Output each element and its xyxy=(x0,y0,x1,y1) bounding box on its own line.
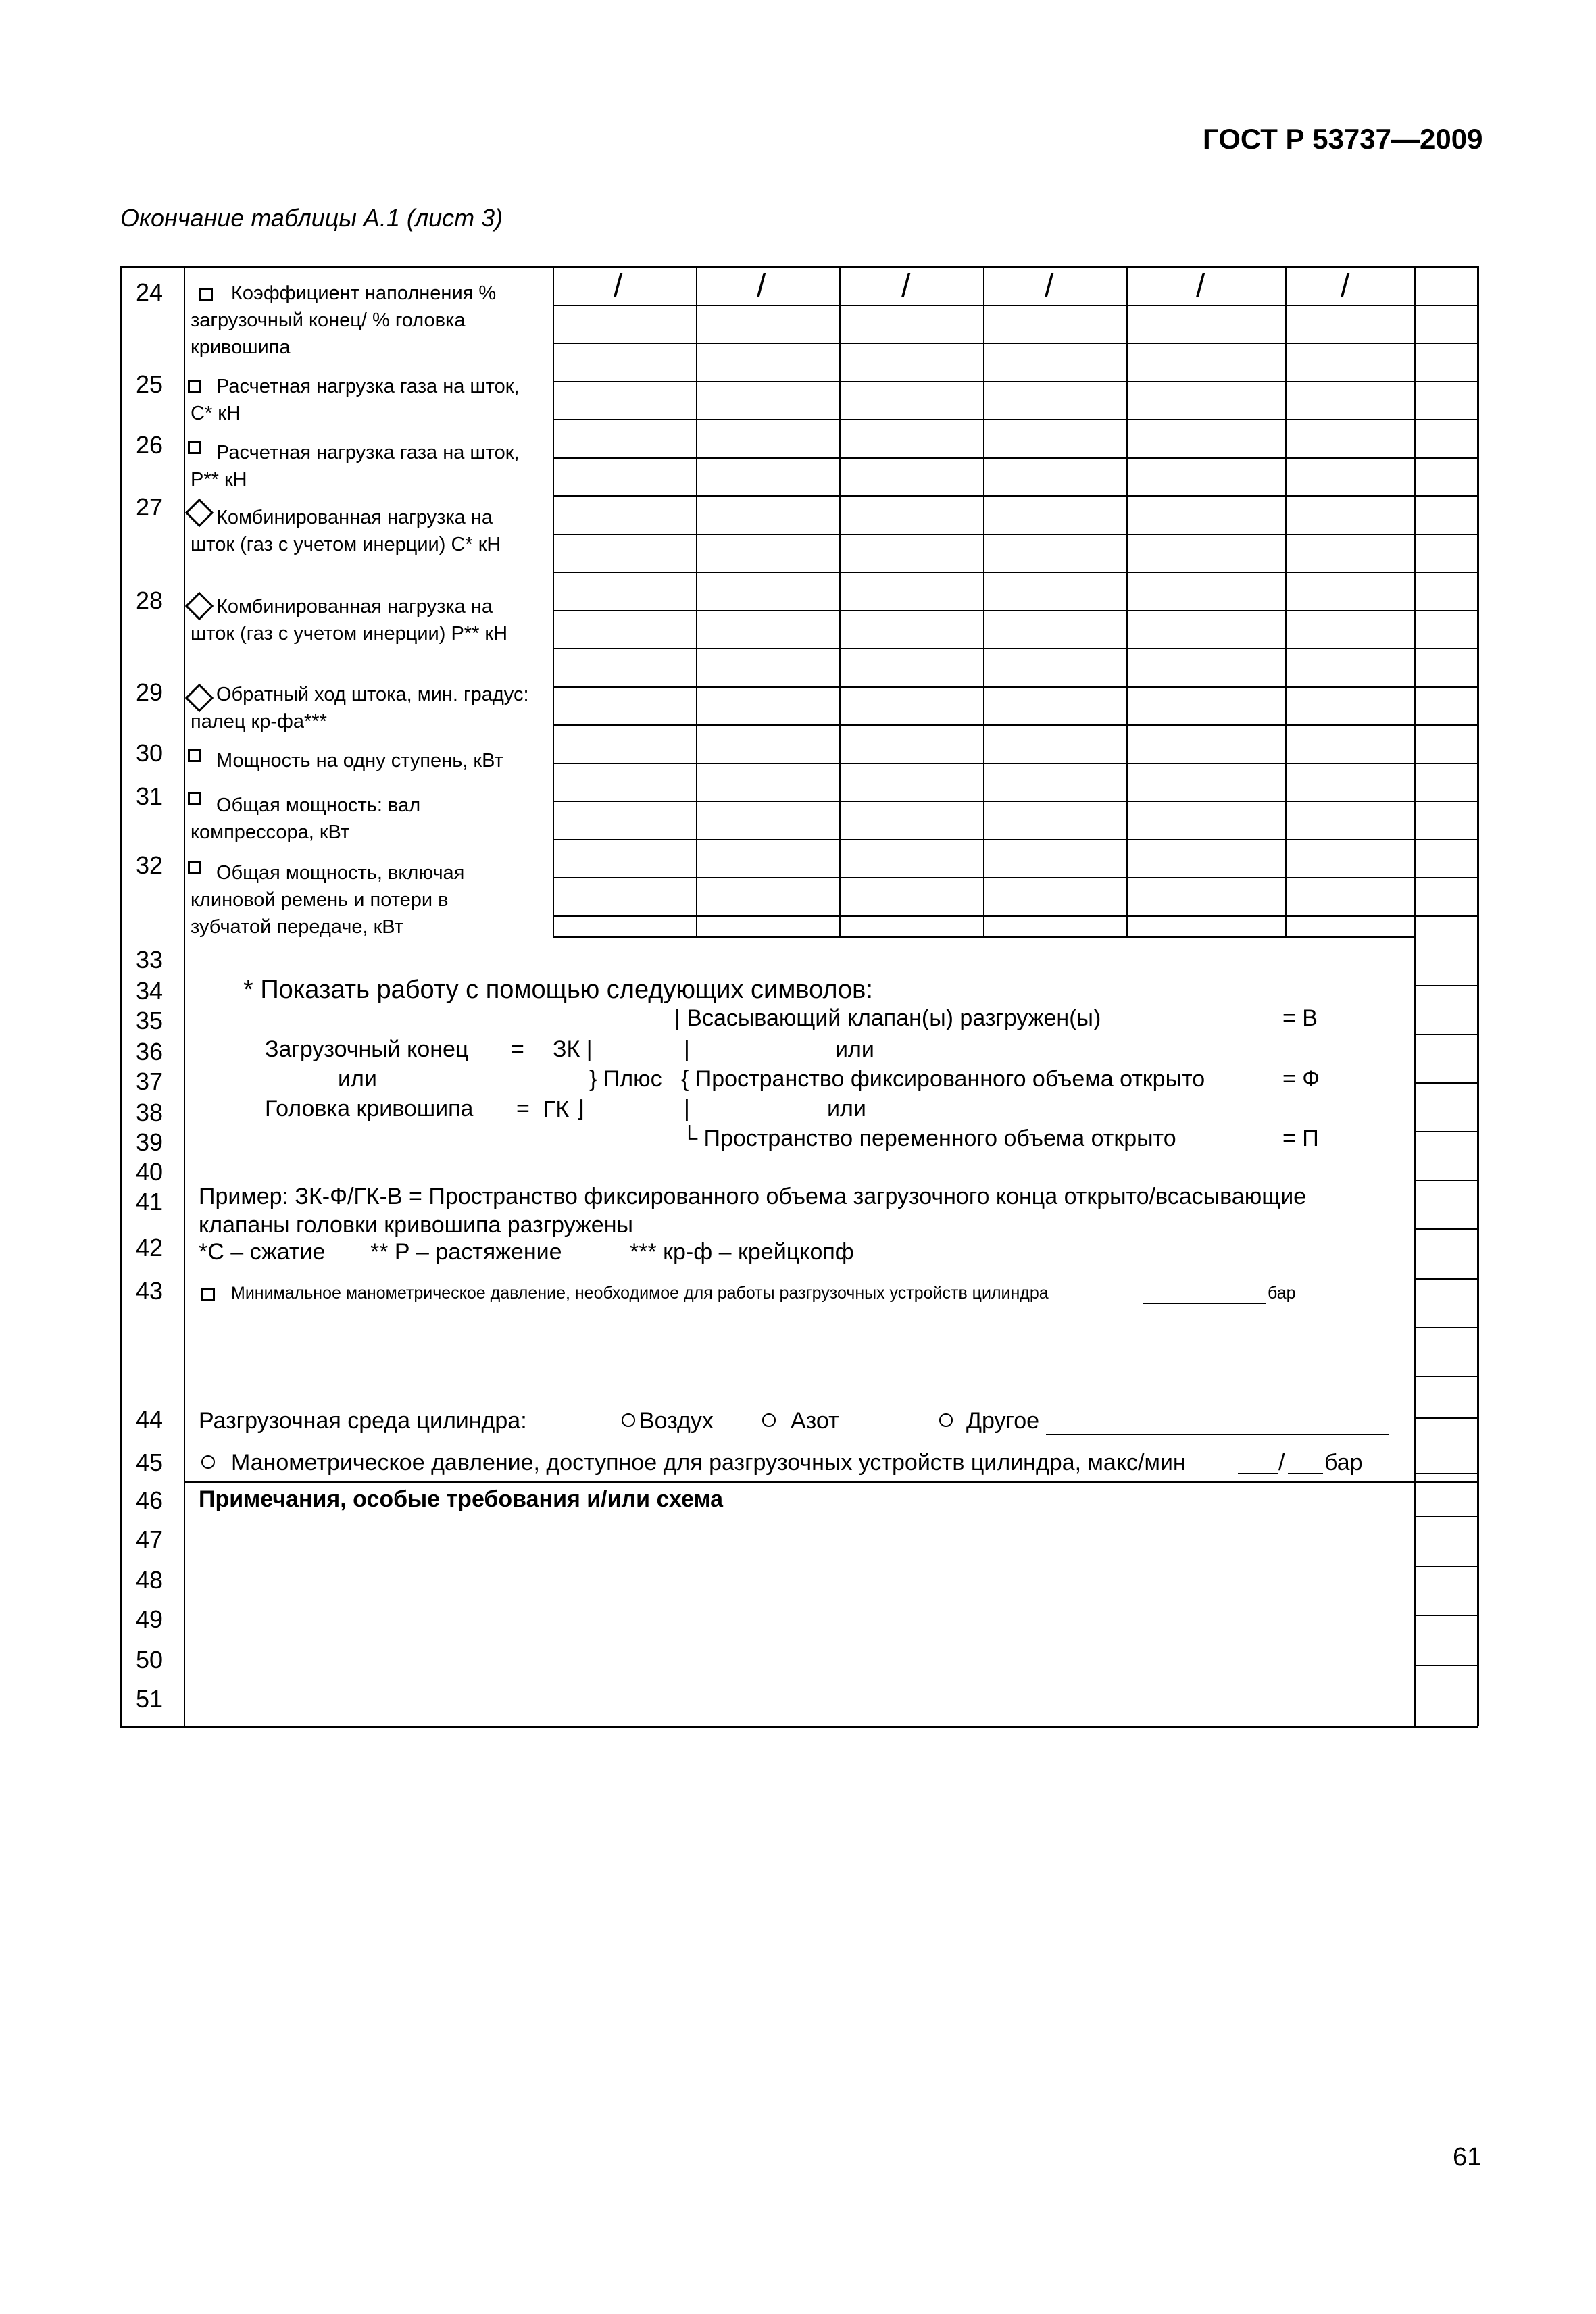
legend-plus: } Плюс xyxy=(589,1066,662,1092)
legend-crank-code: ГК ⌋ xyxy=(543,1097,584,1122)
slash-mark: / xyxy=(757,268,766,304)
row-number: 49 xyxy=(135,1605,164,1633)
row-description: Мощность на одну ступень, кВт xyxy=(216,750,503,772)
table-rule xyxy=(1126,266,1128,936)
example-text: клапаны головки кривошипа разгружены xyxy=(199,1212,633,1238)
table-rule xyxy=(553,936,1414,938)
page-number: 61 xyxy=(1453,2143,1482,2171)
row-number: 24 xyxy=(135,278,164,306)
table-rule xyxy=(1414,1417,1478,1419)
row-description: Расчетная нагрузка газа на шток, С* кН xyxy=(191,376,520,424)
footnote-kf: *** кр-ф – крейцкопф xyxy=(630,1239,854,1265)
table-rule xyxy=(983,266,984,936)
table-rule xyxy=(553,763,1478,764)
table-rule xyxy=(1414,1665,1478,1666)
radio-nitrogen-label: Азот xyxy=(791,1408,839,1434)
row-number: 27 xyxy=(135,493,164,521)
table-rule xyxy=(553,915,1478,917)
legend-crank-head: Головка кривошипа xyxy=(265,1096,474,1122)
row-number: 36 xyxy=(135,1038,164,1065)
row-number: 41 xyxy=(135,1188,164,1215)
row-description: Комбинированная нагрузка на шток (газ с учетом инерции) С* кН xyxy=(191,507,501,555)
table-rule xyxy=(553,724,1478,726)
legend-suction: | Всасывающий клапан(ы) разгружен(ы) xyxy=(674,1005,1101,1031)
row-number: 42 xyxy=(135,1234,164,1261)
slash-mark: / xyxy=(901,268,911,304)
slash-mark: / xyxy=(614,268,623,304)
table-rule xyxy=(1414,1327,1478,1328)
row-number: 38 xyxy=(135,1099,164,1126)
radio-nitrogen[interactable] xyxy=(762,1413,776,1427)
table-rule xyxy=(1414,1082,1478,1084)
legend-fixed-code: = Ф xyxy=(1282,1066,1320,1092)
row-description: Общая мощность, включая клиновой ремень и потери в зубчатой передаче, кВт xyxy=(191,862,465,938)
row-description: Комбинированная нагрузка на шток (газ с учетом инерции) Р** кН xyxy=(191,596,508,645)
table-rule xyxy=(553,877,1478,878)
table-rule xyxy=(1414,1566,1478,1567)
table-rule xyxy=(184,1481,1478,1483)
table-rule xyxy=(553,266,554,936)
row-description: Расчетная нагрузка газа на шток, Р** кН xyxy=(191,442,520,491)
radio-air-label: Воздух xyxy=(639,1408,714,1434)
row-number: 30 xyxy=(135,739,164,767)
row-description: Обратный ход штока, мин. градус: палец кр-фа*** xyxy=(191,684,529,732)
pressure-sep: / xyxy=(1278,1450,1285,1476)
row-number: 33 xyxy=(135,946,164,974)
row-number: 34 xyxy=(135,977,164,1005)
row-number: 45 xyxy=(135,1449,164,1476)
legend-variable-code: = П xyxy=(1282,1126,1319,1151)
row-description: Общая мощность: вал компрессора, кВт xyxy=(191,795,421,843)
legend-or-left: или xyxy=(338,1066,377,1092)
row-number: 50 xyxy=(135,1646,164,1674)
table-rule xyxy=(1414,1376,1478,1377)
slash-mark: / xyxy=(1196,268,1205,304)
table-rule xyxy=(553,648,1478,649)
row-description: Коэффициент наполнения % загрузочный конец/ % головка кривошипа xyxy=(191,282,497,358)
min-pressure-avail-field[interactable] xyxy=(1288,1473,1323,1474)
table-rule xyxy=(1414,1131,1478,1132)
table-rule xyxy=(1414,1034,1478,1035)
row-number: 31 xyxy=(135,782,164,810)
table-rule xyxy=(839,266,841,936)
table-rule xyxy=(553,839,1478,840)
footnote-c: *С – сжатие xyxy=(199,1239,326,1265)
row-number: 43 xyxy=(135,1277,164,1305)
pressure-unit: бар xyxy=(1324,1450,1363,1476)
row-number: 51 xyxy=(135,1685,164,1713)
row-number: 39 xyxy=(135,1128,164,1156)
table-rule xyxy=(553,343,1478,344)
table-rule xyxy=(1477,266,1479,1726)
legend-or-right: или xyxy=(827,1096,866,1122)
min-pressure-unit: бар xyxy=(1268,1284,1296,1303)
table-rule xyxy=(184,266,185,1726)
table-rule xyxy=(553,457,1478,459)
footnote-p: ** Р – растяжение xyxy=(370,1239,562,1265)
row-number: 29 xyxy=(135,678,164,706)
row-number: 28 xyxy=(135,586,164,614)
legend-variable-space: └ Пространство переменного объема открыто xyxy=(681,1126,1176,1151)
row-number: 37 xyxy=(135,1067,164,1095)
row-number: 46 xyxy=(135,1486,164,1514)
row-number: 35 xyxy=(135,1007,164,1034)
table-rule xyxy=(553,305,1478,306)
slash-mark: / xyxy=(1341,268,1350,304)
table-rule xyxy=(553,381,1478,382)
radio-other-label: Другое xyxy=(966,1408,1040,1434)
row-number: 25 xyxy=(135,370,164,398)
row-number: 26 xyxy=(135,431,164,459)
table-rule xyxy=(553,419,1478,420)
row-number: 47 xyxy=(135,1526,164,1553)
slash-mark: / xyxy=(1045,268,1054,304)
row-number: 48 xyxy=(135,1566,164,1594)
legend-bar: | xyxy=(684,1036,690,1062)
table-rule xyxy=(1414,985,1478,986)
table-rule xyxy=(120,266,1478,268)
table-rule xyxy=(696,266,697,936)
table-rule xyxy=(553,686,1478,688)
table-rule xyxy=(553,610,1478,611)
legend-suction-code: = В xyxy=(1282,1005,1318,1031)
standard-header: ГОСТ Р 53737—2009 xyxy=(1203,123,1483,155)
table-rule xyxy=(1414,1516,1478,1517)
legend-load-eq: = xyxy=(511,1036,524,1062)
legend-load-end: Загрузочный конец xyxy=(265,1036,469,1062)
table-rule xyxy=(120,266,122,1726)
pressure-text: Манометрическое давление, доступное для разгрузочных устройств цилиндра, макс/мин xyxy=(231,1450,1186,1476)
legend-title: * Показать работу с помощью следующих символов: xyxy=(243,976,873,1004)
radio-pressure[interactable] xyxy=(201,1455,215,1469)
table-caption: Окончание таблицы А.1 (лист 3) xyxy=(120,204,503,232)
max-pressure-field[interactable] xyxy=(1238,1473,1278,1474)
table-rule xyxy=(553,534,1478,535)
notes-title: Примечания, особые требования и/или схема xyxy=(199,1486,724,1512)
table-rule xyxy=(1414,1228,1478,1230)
legend-crank-eq: = xyxy=(516,1096,530,1122)
table-rule xyxy=(1285,266,1287,936)
min-pressure-field[interactable] xyxy=(1143,1303,1266,1304)
table-rule xyxy=(1414,1615,1478,1616)
min-pressure-text: Минимальное манометрическое давление, необходимое для работы разгрузочных устройств цилиндра xyxy=(231,1284,1049,1303)
table-rule xyxy=(1414,266,1416,936)
legend-or-right: или xyxy=(835,1036,874,1062)
table-rule xyxy=(553,801,1478,802)
radio-air[interactable] xyxy=(622,1413,635,1427)
table-rule xyxy=(553,495,1478,497)
table-rule xyxy=(120,1726,1478,1728)
row-number: 44 xyxy=(135,1405,164,1433)
radio-other[interactable] xyxy=(939,1413,953,1427)
legend-bar: | xyxy=(684,1096,690,1122)
unloader-medium-label: Разгрузочная среда цилиндра: xyxy=(199,1408,527,1434)
legend-load-code: ЗК | xyxy=(553,1036,593,1062)
table-rule xyxy=(1414,1180,1478,1181)
table-rule xyxy=(553,572,1478,573)
other-medium-field[interactable] xyxy=(1046,1434,1389,1435)
table-rule xyxy=(1414,1278,1478,1280)
checkbox[interactable] xyxy=(201,1288,215,1301)
row-number: 40 xyxy=(135,1158,164,1186)
legend-fixed-space: { Пространство фиксированного объема открыто xyxy=(681,1066,1205,1092)
example-text: Пример: ЗК-Ф/ГК-В = Пространство фиксированного объема загрузочного конца открыто/всасывающие xyxy=(199,1184,1307,1209)
table-rule xyxy=(1414,1473,1478,1474)
row-number: 32 xyxy=(135,851,164,879)
